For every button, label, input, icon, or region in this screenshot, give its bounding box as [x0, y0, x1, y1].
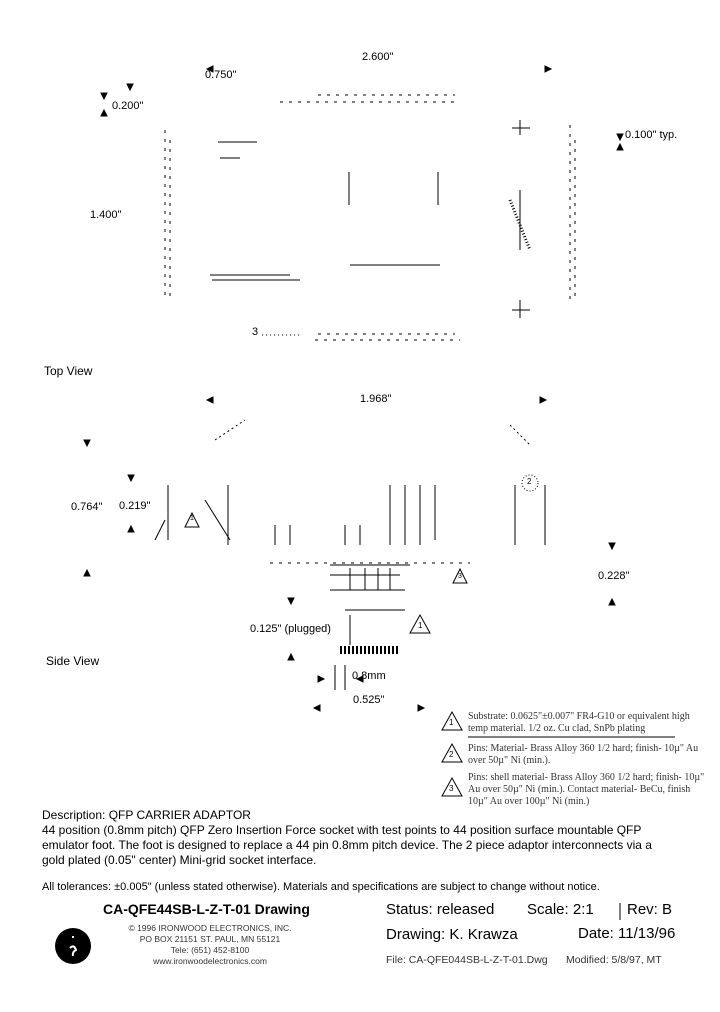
- note-number: 3: [449, 784, 454, 793]
- status: Status: released: [386, 901, 495, 918]
- company-address: PO BOX 21151 ST. PAUL, MN 55121: [139, 934, 281, 944]
- dim-side-foot: 0.525": [353, 694, 385, 706]
- modified: Modified: 5/8/97, MT: [566, 954, 662, 966]
- side-marker: 3: [458, 573, 462, 580]
- side-marker: 1: [190, 515, 194, 522]
- note-substrate: Substrate: 0.0625"±0.007" FR4-G10 or equivalent high temp material. 1/2 oz. Cu clad, SnPb plating: [468, 711, 690, 734]
- company-phone: Tele: (651) 452-8100: [170, 945, 250, 955]
- note-shell: Pins: shell material- Brass Alloy 360 1/2 hard; finish- 10µ" Au over 50µ" Ni (min.). Contact material- BeCu, finish 10µ" Au over 100µ" Ni (min.): [468, 772, 705, 807]
- drawing-title: CA-QFE44SB-L-Z-T-01 Drawing: [103, 901, 310, 917]
- company-name: © 1996 IRONWOOD ELECTRONICS, INC.: [128, 923, 292, 933]
- note-number: 2: [449, 750, 454, 759]
- dim-top-pitch: 0.100" typ.: [625, 129, 678, 141]
- scale: Scale: 2:1: [527, 901, 594, 918]
- file-name: File: CA-QFE044SB-L-Z-T-01.Dwg: [386, 954, 548, 966]
- top-note-marker: 3: [252, 326, 259, 338]
- company-website[interactable]: www.ironwoodelectronics.com: [153, 956, 267, 966]
- dim-side-upper: 0.219": [119, 500, 151, 512]
- top-view-label: Top View: [44, 364, 93, 378]
- side-view-label: Side View: [46, 654, 100, 668]
- dim-side-width: 1.968": [360, 393, 392, 405]
- date: Date: 11/13/96: [578, 925, 676, 942]
- dim-top-offset: 0.750": [205, 69, 237, 81]
- description-body: 44 position (0.8mm pitch) QFP Zero Insertion Force socket with test points to 44 position surface mountable QFP emulator foot. The foot is designed to replace a 44 pin 0.8mm pitch device. The 2 piece adaptor interconnects via a gold plated (0.05" center) Mini-grid socket interface.: [42, 823, 652, 867]
- dim-top-margin: 0.200": [112, 100, 144, 112]
- dim-side-pitch: 0.8mm: [352, 670, 386, 682]
- dim-side-right: 0.228": [598, 570, 630, 582]
- description-heading: Description: QFP CARRIER ADAPTOR: [42, 808, 251, 822]
- drawer: Drawing: K. Krawza: [386, 926, 518, 943]
- note-pins: Pins: Material- Brass Alloy 360 1/2 hard; finish- 10µ" Au over 50µ" Ni (min.).: [468, 743, 699, 766]
- revision: Rev: B: [627, 901, 673, 918]
- dim-top-height: 1.400": [90, 209, 122, 221]
- dim-top-width: 2.600": [362, 51, 394, 63]
- dim-side-plugged: 0.125" (plugged): [250, 623, 331, 635]
- tolerances-note: All tolerances: ±0.005" (unless stated otherwise). Materials and specifications are subject to change without notice.: [42, 881, 600, 893]
- side-view-drawing: [84, 397, 615, 711]
- dim-side-height: 0.764": [71, 501, 103, 513]
- top-view-drawing: [101, 66, 623, 340]
- note-number: 1: [449, 718, 454, 727]
- side-marker: 2: [527, 477, 532, 486]
- side-marker: 1: [418, 621, 423, 630]
